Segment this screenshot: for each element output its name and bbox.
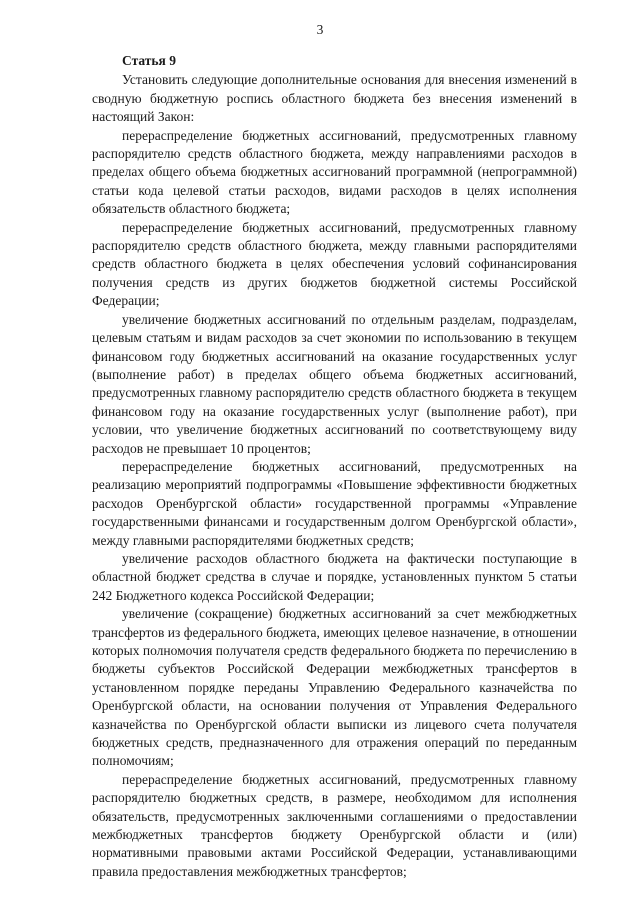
article-clause-5: увеличение расходов областного бюджета на фактически поступающие в областной бюджет средства в случае и порядке, установленных пунктом 5 статьи 242 Бюджетного кодекса Российской Федерации; <box>92 550 577 603</box>
article-intro-paragraph: Установить следующие дополнительные основания для внесения изменений в сводную бюджетную роспись областного бюджета без внесения изменений в настоящий Закон: <box>92 72 577 125</box>
document-body <box>92 52 577 881</box>
article-clause-1: перераспределение бюджетных ассигнований, предусмотренных главному распорядителю средств областного бюджета, между направлениями расходов в пределах общего объема бюджетных ассигнований программной (непрограммной) статьи кода целевой статьи расходов, видами расходов в целях исполнения обязательств областного бюджета; <box>92 127 577 217</box>
article-clause-2: перераспределение бюджетных ассигнований, предусмотренных главному распорядителю средств областного бюджета, между главными распорядителями средств областного бюджета в целях обеспечения условий софинансирования получения средств из других бюджетов бюджетной системы Российской Федерации; <box>92 219 577 309</box>
article-clause-7: перераспределение бюджетных ассигнований, предусмотренных главному распорядителю бюджетных средств, в размере, необходимом для исполнения обязательств, предусмотренных заключенными соглашениями о предоставлении межбюджетных трансфертов бюджету Оренбургской области и (или) нормативными правовыми актами Российской Федерации, устанавливающими правила предоставления межбюджетных трансфертов; <box>92 771 577 879</box>
article-heading: Статья 9 <box>122 53 176 68</box>
article-clause-6: увеличение (сокращение) бюджетных ассигнований за счет межбюджетных трансфертов из федерального бюджета, имеющих целевое назначение, в отношении которых полномочия получателя средств федерального бюджета по перечислению в бюджеты субъектов Российской Федерации межбюджетных трансфертов в установленном порядке переданы Управлению Федерального казначейства по Оренбургской области, на основании получения от Управления Федерального казначейства по Оренбургской области выписки из лицевого счета получателя бюджетных средств, предназначенного для отражения операций по переданным полномочиям; <box>92 606 577 769</box>
article-clause-4: перераспределение бюджетных ассигнований, предусмотренных на реализацию мероприятий подпрограммы «Повышение эффективности бюджетных расходов Оренбургской области» государственной программы «Управление государственными финансами и государственным долгом Оренбургской области», между главными распорядителями бюджетных средств; <box>92 458 577 548</box>
page-number: 3 <box>316 22 324 37</box>
article-clause-3: увеличение бюджетных ассигнований по отдельным разделам, подразделам, целевым статьям и видам расходов за счет экономии по использованию в текущем финансовом году бюджетных ассигнований на оказание государственных услуг (выполнение работ) в пределах общего объема бюджетных ассигнований, предусмотренных главному распорядителю средств областного бюджета в текущем финансовом году на оказание государственных услуг (выполнение работ), при условии, что увеличение бюджетных ассигнований по соответствующему виду расходов не превышает 10 процентов; <box>92 311 577 456</box>
